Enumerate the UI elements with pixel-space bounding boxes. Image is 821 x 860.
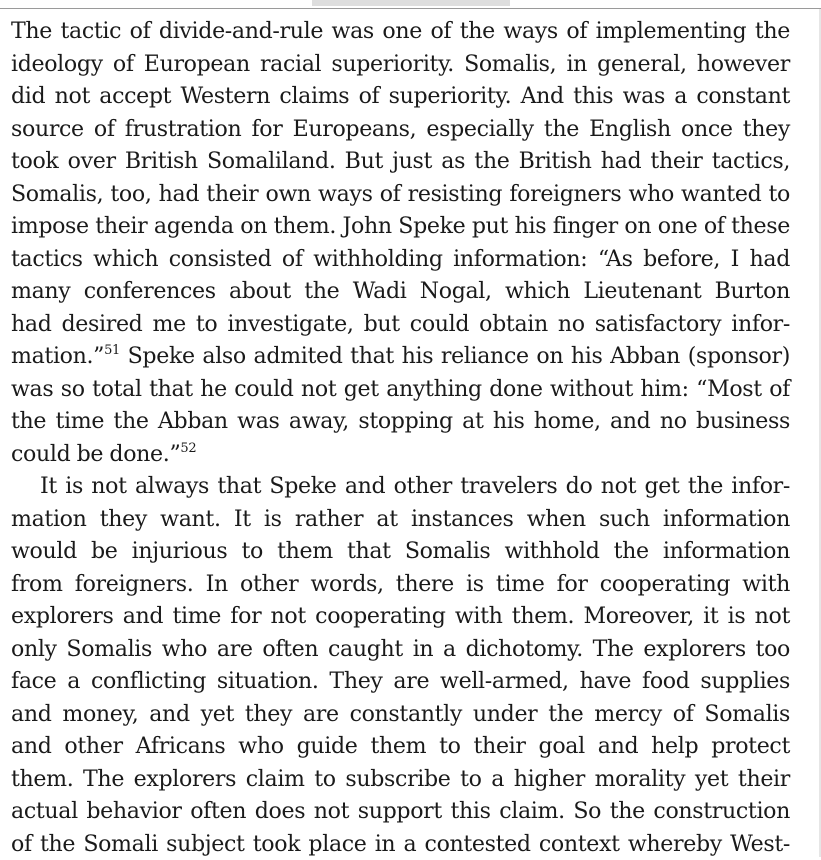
text-line: and money, and yet they are constantly under the mercy of Somalis xyxy=(11,698,790,731)
text-line: source of frustration for Europeans, especially the English once they xyxy=(11,113,790,146)
text-line: mation they want. It is rather at instances when such information xyxy=(11,503,790,536)
viewer-top-bar xyxy=(0,0,821,9)
text-line: and other Africans who guide them to their goal and help protect xyxy=(11,730,790,763)
text-line: explorers and time for not cooperating with them. Moreover, it is not xyxy=(11,600,790,633)
text-fragment: Speke also admited that his reliance on his Abban (sponsor) xyxy=(120,343,790,369)
text-line: many conferences about the Wadi Nogal, which Lieutenant Burton xyxy=(11,275,790,308)
text-line-with-footnote xyxy=(11,340,790,373)
text-line: would be injurious to them that Somalis withhold the information xyxy=(11,535,790,568)
text-line: Somalis, too, had their own ways of resisting foreigners who wanted to xyxy=(11,178,790,211)
text-line: actual behavior often does not support this claim. So the construction xyxy=(11,795,790,828)
paragraph-1 xyxy=(11,15,790,470)
footnote-ref-51[interactable]: 51 xyxy=(104,343,120,358)
text-line: from foreigners. In other words, there is time for cooperating with xyxy=(11,568,790,601)
text-line: impose their agenda on them. John Speke put his finger on one of these xyxy=(11,210,790,243)
text-line: them. The explorers claim to subscribe to a higher morality yet their xyxy=(11,763,790,796)
text-line: It is not always that Speke and other travelers do not get the infor- xyxy=(11,470,790,503)
text-line: ideology of European racial superiority. Somalis, in general, however xyxy=(11,48,790,81)
text-line: of the Somali subject took place in a contested context whereby West- xyxy=(11,828,790,860)
text-line: tactics which consisted of withholding information: “As before, I had xyxy=(11,243,790,276)
footnote-ref-52[interactable]: 52 xyxy=(180,441,196,456)
page-scroll-tab[interactable] xyxy=(312,0,510,6)
text-line: The tactic of divide-and-rule was one of the ways of implementing the xyxy=(11,15,790,48)
text-line: face a conflicting situation. They are well-armed, have food supplies xyxy=(11,665,790,698)
text-fragment: could be done.” xyxy=(11,441,180,467)
text-line: took over British Somaliland. But just as the British had their tactics, xyxy=(11,145,790,178)
text-line: only Somalis who are often caught in a dichotomy. The explorers too xyxy=(11,633,790,666)
text-line-with-footnote xyxy=(11,438,790,471)
text-line: the time the Abban was away, stopping at his home, and no business xyxy=(11,405,790,438)
document-page xyxy=(11,15,790,860)
text-fragment: mation.” xyxy=(11,343,104,369)
text-line: had desired me to investigate, but could obtain no satisfactory infor- xyxy=(11,308,790,341)
text-line: was so total that he could not get anything done without him: “Most of xyxy=(11,373,790,406)
text-line: did not accept Western claims of superiority. And this was a constant xyxy=(11,80,790,113)
paragraph-2 xyxy=(11,470,790,860)
